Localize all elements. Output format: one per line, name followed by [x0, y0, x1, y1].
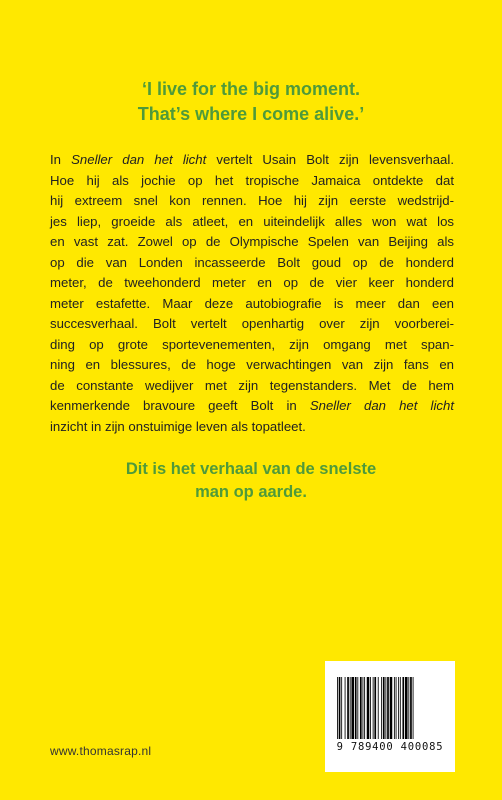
barcode-bar: [357, 677, 358, 739]
barcode-number: 9 789400 400085: [336, 741, 444, 753]
barcode-bars: [337, 677, 443, 739]
barcode-bar: [341, 677, 342, 739]
barcode-bar: [383, 677, 385, 739]
barcode-bar: [337, 677, 338, 739]
blurb-line: In Sneller dan het licht vertelt Usain Bolt zijn levensverhaal.: [50, 152, 454, 167]
blurb-line: op die van Londen incasseerde Bolt goud op de honderd: [50, 254, 454, 270]
barcode-bar: [364, 677, 365, 739]
closing-statement: [0, 458, 502, 504]
barcode-bar: [398, 677, 399, 739]
barcode-bar: [390, 677, 393, 739]
barcode-bar: [339, 677, 341, 739]
blurb-line: jes liep, groeide als atleet, en uiteindelijk alles won wat los: [50, 213, 454, 229]
barcode-bar: [396, 677, 397, 739]
barcode-bar: [410, 677, 412, 739]
blurb-line: meter estafette. Maar deze autobiografie is meer dan een: [50, 295, 454, 311]
barcode-bar: [350, 677, 351, 739]
pull-quote-line-2: That’s where I come alive.’: [137, 104, 365, 124]
barcode-bar: [370, 677, 371, 739]
closing-line-2: man op aarde.: [195, 483, 307, 501]
barcode-bar: [345, 677, 346, 739]
barcode-bar: [408, 677, 409, 739]
barcode-bar: [355, 677, 357, 739]
barcode-bar: [347, 677, 349, 739]
publisher-url[interactable]: www.thomasrap.nl: [50, 744, 152, 758]
barcode-bar: [381, 677, 382, 739]
pull-quote: [0, 77, 502, 127]
blurb-line: succesverhaal. Bolt vertelt openhartig over zijn voorberei-: [50, 316, 454, 331]
blurb-line: ding op grote sportevenementen, zijn omgang met span-: [50, 336, 454, 352]
barcode-bar: [385, 677, 386, 739]
barcode-bar: [387, 677, 389, 739]
barcode-bar: [367, 677, 370, 739]
barcode-bar: [405, 677, 408, 739]
barcode-bar: [400, 677, 401, 739]
blurb-line: en vast zat. Zowel op de Olympische Spelen van Beijing als: [50, 234, 454, 249]
barcode-bar: [373, 677, 374, 739]
barcode-bar: [413, 677, 414, 739]
barcode-bar: [351, 677, 354, 739]
blurb-line: ning en blessures, de hoge verwachtingen van zijn fans en: [50, 357, 454, 372]
barcode-bar: [363, 677, 364, 739]
barcode-bar: [360, 677, 362, 739]
blurb-text: [50, 150, 454, 437]
isbn-barcode: [325, 661, 455, 772]
barcode-bar: [378, 677, 379, 739]
blurb-line: meter, de tweehonderd meter en op de vier keer honderd: [50, 275, 454, 290]
barcode-bar: [402, 677, 404, 739]
blurb-line: Hoe hij als jochie op het tropische Jamaica ontdekte dat: [50, 172, 454, 188]
blurb-line: kenmerkende bravoure geeft Bolt in Sneller dan het licht: [50, 398, 454, 413]
blurb-line: inzicht in zijn onstuimige leven als topatleet.: [50, 418, 306, 434]
blurb-line: hij extreem snel kon rennen. Hoe hij zijn eerste wedstrijd-: [50, 193, 454, 208]
blurb-line: de constante wedijver met zijn tegenstanders. Met de hem: [50, 377, 454, 393]
pull-quote-line-1: ‘I live for the big moment.: [141, 79, 361, 99]
barcode-bar: [394, 677, 395, 739]
barcode-bar: [374, 677, 376, 739]
closing-line-1: Dit is het verhaal van de snelste: [125, 460, 377, 478]
